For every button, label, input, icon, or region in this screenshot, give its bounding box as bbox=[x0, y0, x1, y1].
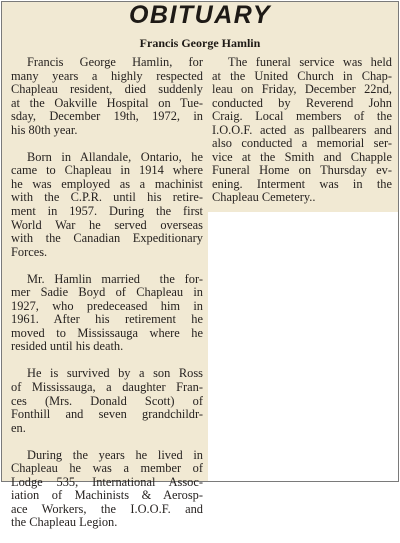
paragraph bbox=[212, 56, 392, 205]
text-line: Born in Allandale, Ontario, he bbox=[27, 149, 203, 164]
paragraph bbox=[11, 367, 203, 435]
text-line: I.O.O.F. acted as pallbearers and bbox=[212, 122, 392, 137]
text-line: iation of Machinists & Aerosp- bbox=[11, 488, 203, 503]
text-line: ening. Interment was in the bbox=[212, 176, 392, 191]
deceased-name: Francis George Hamlin bbox=[139, 36, 261, 50]
paragraph bbox=[11, 449, 203, 530]
text-line: of Mississauga, a daughter Fran- bbox=[11, 379, 203, 394]
text-line: During the years he lived in bbox=[27, 447, 203, 462]
text-line: moved to Mississauga where he bbox=[11, 325, 203, 340]
text-line: vice at the Smith and Chapple bbox=[212, 149, 392, 164]
text-line: Chapleau Cemetery.. bbox=[212, 190, 316, 205]
text-line: Mr. Hamlin married the for- bbox=[27, 271, 203, 286]
text-line: Funeral Home on Thursday ev- bbox=[212, 163, 392, 178]
text-line: ces (Mrs. Donald Scott) of bbox=[11, 393, 203, 408]
text-line: Fonthill and seven grandchildr- bbox=[11, 407, 203, 422]
text-line: conducted by Reverend John bbox=[212, 95, 392, 110]
text-line: he was employed as a machinist bbox=[11, 176, 203, 191]
text-line: at the United Church in Chap- bbox=[212, 68, 392, 83]
text-line: Lodge 535, International Assoc- bbox=[11, 474, 203, 489]
left-column bbox=[11, 56, 203, 543]
text-line: sday, December 19th, 1972, in bbox=[11, 109, 203, 124]
paragraph bbox=[11, 273, 203, 354]
text-line: ace Workers, the I.O.O.F. and bbox=[11, 501, 203, 516]
text-line: The funeral service was held bbox=[228, 55, 392, 69]
text-line: Francis George Hamlin, for bbox=[27, 55, 203, 69]
text-line: at the Oakville Hospital on Tue- bbox=[11, 95, 203, 110]
text-line: the Chapleau Legion. bbox=[11, 515, 118, 530]
obituary-headline: OBITUARY bbox=[128, 1, 272, 29]
text-line: World War he served overseas bbox=[11, 217, 203, 232]
text-line: came to Chapleau in 1914 where bbox=[11, 163, 203, 178]
paragraph bbox=[11, 151, 203, 259]
paragraph bbox=[11, 56, 203, 137]
text-line: mer Sadie Boyd of Chapleau in bbox=[11, 285, 203, 300]
text-line: resided until his death. bbox=[11, 339, 124, 354]
text-line: many years a highly respected bbox=[11, 68, 203, 83]
text-line: leau on Friday, December 22nd, bbox=[212, 82, 392, 97]
text-line: 1961. After his retirement he bbox=[11, 312, 203, 327]
text-line: ment in 1957. During the first bbox=[11, 203, 203, 218]
text-line: also conducted a memorial ser- bbox=[212, 136, 392, 151]
text-line: He is survived by a son Ross bbox=[27, 366, 203, 381]
text-line: his 80th year. bbox=[11, 122, 78, 137]
text-line: Craig. Local members of the bbox=[212, 109, 392, 124]
right-column bbox=[212, 56, 392, 219]
text-line: en. bbox=[11, 420, 26, 435]
newspaper-clipping bbox=[1, 1, 399, 530]
text-line: 1927, who predeceased him in bbox=[11, 298, 203, 313]
text-line: with the C.P.R. until his retire- bbox=[11, 190, 203, 205]
text-line: with the Canadian Expeditionary bbox=[11, 231, 203, 246]
text-line: Chapleau he was a member of bbox=[11, 461, 203, 476]
text-line: Chapleau resident, died suddenly bbox=[11, 82, 203, 97]
text-line: Forces. bbox=[11, 244, 48, 259]
